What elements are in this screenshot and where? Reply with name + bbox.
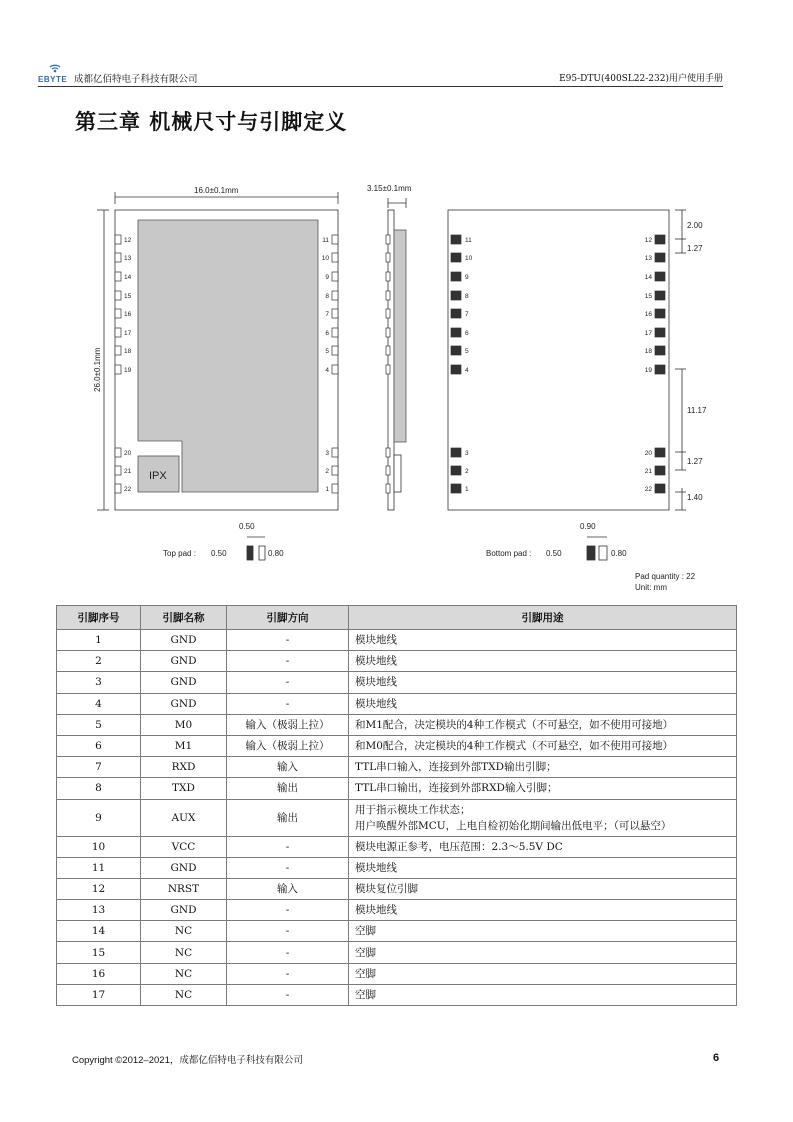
- pin-label-top-right: 4: [325, 367, 329, 374]
- pin-name-cell: VCC: [141, 836, 227, 857]
- pin-label-bottom-left: 9: [465, 274, 469, 281]
- header-pin-direction: 引脚方向: [227, 606, 349, 630]
- table-row: [57, 799, 737, 836]
- pin-direction-cell: -: [227, 921, 349, 942]
- pin-label-top-right: 11: [322, 237, 329, 244]
- top-pad-width: 0.50: [211, 549, 227, 558]
- pad-top-left: [115, 328, 121, 337]
- pad-top-left: [115, 448, 121, 457]
- pin-usage-cell: 模块地线: [349, 672, 737, 693]
- pad-bottom-left: [451, 328, 461, 337]
- pin-direction-cell: -: [227, 900, 349, 921]
- pin-label-top-left: 13: [124, 255, 132, 262]
- pin-label-top-left: 18: [124, 348, 132, 355]
- pin-name-cell: NC: [141, 921, 227, 942]
- height-label: 26.0±0.1mm: [93, 347, 102, 392]
- pin-direction-cell: -: [227, 857, 349, 878]
- mechanical-drawing: [0, 170, 793, 600]
- pin-name-cell: GND: [141, 651, 227, 672]
- pad-bottom-left: [451, 484, 461, 493]
- pin-usage-line: 用于指示模块工作状态；: [355, 803, 471, 816]
- pin-name-cell: GND: [141, 900, 227, 921]
- pin-usage-cell: 和M0配合，决定模块的4种工作模式（不可悬空，如不使用可接地）: [349, 735, 737, 756]
- pin-direction-cell: 输出: [227, 778, 349, 799]
- pad-top-right: [332, 253, 338, 262]
- table-row: [57, 630, 737, 651]
- pad-top-right: [332, 309, 338, 318]
- pin-number-cell: 8: [57, 778, 141, 799]
- pad-side: [386, 291, 390, 300]
- pad-bottom-right: [655, 328, 665, 337]
- pin-number-cell: 1: [57, 630, 141, 651]
- width-label: 16.0±0.1mm: [194, 186, 239, 195]
- pin-name-cell: NRST: [141, 878, 227, 899]
- pin-number-cell: 7: [57, 757, 141, 778]
- pad-top-right: [332, 272, 338, 281]
- pad-bottom-right: [655, 253, 665, 262]
- pin-label-bottom-left: 2: [465, 468, 469, 475]
- pin-label-bottom-right: 12: [644, 237, 652, 244]
- pad-side: [386, 484, 390, 493]
- dim-1-27-top: 1.27: [687, 244, 703, 253]
- pin-label-top-left: 21: [124, 468, 132, 475]
- pin-number-cell: 13: [57, 900, 141, 921]
- pin-number-cell: 17: [57, 984, 141, 1005]
- pad-side: [386, 448, 390, 457]
- pin-direction-cell: -: [227, 630, 349, 651]
- pin-label-bottom-right: 13: [644, 255, 652, 262]
- pin-usage-cell: 空脚: [349, 921, 737, 942]
- pin-direction-cell: 输入: [227, 757, 349, 778]
- pin-label-top-left: 12: [124, 237, 132, 244]
- pin-name-cell: GND: [141, 630, 227, 651]
- thickness-label: 3.15±0.1mm: [367, 184, 412, 193]
- pin-label-top-right: 6: [325, 330, 329, 337]
- pin-usage-cell: 模块地线: [349, 693, 737, 714]
- pad-bottom-right: [655, 291, 665, 300]
- pad-side: [386, 235, 390, 244]
- pin-direction-cell: -: [227, 984, 349, 1005]
- pad-bottom-right: [655, 272, 665, 281]
- pad-side: [386, 365, 390, 374]
- pin-usage-line: 用户唤醒外部MCU，上电自检初始化期间输出低电平；（可以悬空）: [355, 819, 672, 832]
- pad-bottom-right: [655, 235, 665, 244]
- pin-label-bottom-left: 11: [465, 237, 472, 244]
- pad-top-right: [332, 346, 338, 355]
- pad-bottom-right: [655, 484, 665, 493]
- table-row: [57, 963, 737, 984]
- unit-label: Unit: mm: [635, 583, 667, 592]
- pin-label-bottom-right: 18: [644, 348, 652, 355]
- pin-label-top-right: 8: [325, 293, 329, 300]
- pin-name-cell: GND: [141, 693, 227, 714]
- pin-usage-cell: TTL串口输出，连接到外部RXD输入引脚；: [349, 778, 737, 799]
- pin-direction-cell: 输入（极弱上拉）: [227, 714, 349, 735]
- pad-bottom-left: [451, 309, 461, 318]
- pin-name-cell: GND: [141, 857, 227, 878]
- pad-top-left: [115, 346, 121, 355]
- pin-direction-cell: -: [227, 942, 349, 963]
- page-number: 6: [713, 1052, 720, 1064]
- pad-top-left: [115, 484, 121, 493]
- pad-bottom-right: [655, 346, 665, 355]
- pin-label-top-right: 10: [321, 255, 329, 262]
- pin-direction-cell: -: [227, 963, 349, 984]
- table-row: [57, 942, 737, 963]
- pad-top-left: [115, 291, 121, 300]
- pin-label-bottom-right: 17: [644, 330, 652, 337]
- logo-text: EBYTE: [38, 75, 68, 84]
- pin-label-top-right: 1: [325, 486, 329, 493]
- pad-bottom-right: [655, 466, 665, 475]
- pin-direction-cell: 输入（极弱上拉）: [227, 735, 349, 756]
- table-row: [57, 651, 737, 672]
- pin-name-cell: TXD: [141, 778, 227, 799]
- pad-top-left: [115, 272, 121, 281]
- ipx-label: IPX: [149, 470, 167, 482]
- pad-top-left: [115, 309, 121, 318]
- pad-bottom-left: [451, 346, 461, 355]
- pad-top-left: [115, 466, 121, 475]
- pin-usage-cell: 空脚: [349, 984, 737, 1005]
- manual-title: E95-DTU(400SL22-232)用户使用手册: [559, 74, 723, 84]
- pin-label-top-right: 2: [325, 468, 329, 475]
- bottom-pad-label: Bottom pad :: [486, 549, 532, 558]
- header-pin-no: 引脚序号: [57, 606, 141, 630]
- pin-direction-cell: 输入: [227, 878, 349, 899]
- pin-number-cell: 12: [57, 878, 141, 899]
- table-row: [57, 984, 737, 1005]
- table-row: [57, 836, 737, 857]
- pin-usage-cell: 空脚: [349, 963, 737, 984]
- pad-bottom-right: [655, 448, 665, 457]
- pin-number-cell: 14: [57, 921, 141, 942]
- table-row: [57, 714, 737, 735]
- pad-side: [386, 328, 390, 337]
- pin-direction-cell: -: [227, 651, 349, 672]
- pad-bottom-left: [451, 272, 461, 281]
- pad-top-right: [332, 448, 338, 457]
- pin-label-bottom-right: 16: [644, 311, 652, 318]
- pin-usage-cell: 模块电源正参考，电压范围：2.3～5.5V DC: [349, 836, 737, 857]
- chapter-title: 第三章 机械尺寸与引脚定义: [75, 110, 348, 134]
- pad-side: [386, 253, 390, 262]
- header-pin-name: 引脚名称: [141, 606, 227, 630]
- pad-bottom-left: [451, 235, 461, 244]
- pin-label-bottom-left: 8: [465, 293, 469, 300]
- pin-number-cell: 11: [57, 857, 141, 878]
- pin-label-bottom-right: 20: [644, 450, 652, 457]
- pin-label-bottom-left: 4: [465, 367, 469, 374]
- pin-direction-cell: -: [227, 693, 349, 714]
- pin-direction-cell: -: [227, 836, 349, 857]
- pad-top-right: [332, 291, 338, 300]
- pad-bottom-right: [655, 309, 665, 318]
- table-row: [57, 735, 737, 756]
- pin-label-top-right: 7: [325, 311, 329, 318]
- table-row: [57, 778, 737, 799]
- bottom-pad-width: 0.50: [546, 549, 562, 558]
- pad-bottom-left: [451, 291, 461, 300]
- pad-side: [386, 309, 390, 318]
- page-header: [38, 62, 723, 87]
- pad-top-left: [115, 365, 121, 374]
- pad-top-right: [332, 484, 338, 493]
- pin-direction-cell: 输出: [227, 799, 349, 836]
- pin-label-top-right: 5: [325, 348, 329, 355]
- pad-bottom-left: [451, 448, 461, 457]
- pin-direction-cell: -: [227, 672, 349, 693]
- pin-name-cell: RXD: [141, 757, 227, 778]
- pin-label-bottom-right: 15: [644, 293, 652, 300]
- pad-bottom-left: [451, 466, 461, 475]
- pin-name-cell: NC: [141, 942, 227, 963]
- pin-usage-cell: TTL串口输入，连接到外部TXD输出引脚；: [349, 757, 737, 778]
- dim-1-40: 1.40: [687, 493, 703, 502]
- table-row: [57, 693, 737, 714]
- dim-11-17: 11.17: [687, 406, 707, 415]
- pin-name-cell: M0: [141, 714, 227, 735]
- table-row: [57, 672, 737, 693]
- pin-label-top-left: 22: [124, 486, 132, 493]
- pin-usage-cell: 模块地线: [349, 651, 737, 672]
- pin-label-bottom-right: 19: [644, 367, 652, 374]
- table-header-row: [57, 606, 737, 630]
- table-row: [57, 921, 737, 942]
- pad-top-right: [332, 235, 338, 244]
- pin-usage-cell: [349, 799, 737, 836]
- top-pad-height: 0.80: [268, 549, 284, 558]
- pad-side: [386, 346, 390, 355]
- pin-number-cell: 15: [57, 942, 141, 963]
- pad-top-right: [332, 328, 338, 337]
- table-row: [57, 900, 737, 921]
- pin-label-bottom-right: 22: [644, 486, 652, 493]
- pin-label-top-left: 17: [124, 330, 132, 337]
- pad-quantity: Pad quantity : 22: [635, 572, 696, 581]
- pin-label-bottom-left: 1: [465, 486, 469, 493]
- pin-usage-cell: 空脚: [349, 942, 737, 963]
- pin-name-cell: NC: [141, 984, 227, 1005]
- table-row: [57, 878, 737, 899]
- pin-number-cell: 4: [57, 693, 141, 714]
- pin-label-top-left: 20: [124, 450, 132, 457]
- header-pin-usage: 引脚用途: [349, 606, 737, 630]
- bottom-pad-height: 0.80: [611, 549, 627, 558]
- pad-top-right: [332, 365, 338, 374]
- dim-1-27-bottom: 1.27: [687, 457, 703, 466]
- footer-copyright: Copyright ©2012–2021，成都亿佰特电子科技有限公司: [72, 1055, 303, 1066]
- pin-number-cell: 16: [57, 963, 141, 984]
- pad-bottom-left: [451, 365, 461, 374]
- pad-top-left: [115, 253, 121, 262]
- pin-label-bottom-left: 10: [465, 255, 473, 262]
- pad-top-right: [332, 466, 338, 475]
- pin-name-cell: AUX: [141, 799, 227, 836]
- pin-definition-table: [56, 605, 737, 1006]
- dim-2-00: 2.00: [687, 221, 703, 230]
- table-row: [57, 757, 737, 778]
- table-row: [57, 857, 737, 878]
- pin-label-top-left: 19: [124, 367, 132, 374]
- pin-number-cell: 6: [57, 735, 141, 756]
- top-pad-label: Top pad :: [163, 549, 196, 558]
- pin-name-cell: NC: [141, 963, 227, 984]
- pin-label-top-left: 15: [124, 293, 132, 300]
- top-pad-gap: 0.50: [239, 522, 255, 531]
- pin-label-bottom-left: 3: [465, 450, 469, 457]
- pin-name-cell: GND: [141, 672, 227, 693]
- pin-number-cell: 3: [57, 672, 141, 693]
- pin-usage-cell: 模块地线: [349, 857, 737, 878]
- bottom-pad-gap: 0.90: [580, 522, 596, 531]
- pin-label-bottom-left: 6: [465, 330, 469, 337]
- pin-label-bottom-left: 7: [465, 311, 469, 318]
- pad-side: [386, 272, 390, 281]
- pin-label-top-right: 3: [325, 450, 329, 457]
- pad-side: [386, 466, 390, 475]
- pin-number-cell: 10: [57, 836, 141, 857]
- pad-bottom-right: [655, 365, 665, 374]
- pin-number-cell: 2: [57, 651, 141, 672]
- pin-number-cell: 9: [57, 799, 141, 836]
- pin-usage-cell: 模块复位引脚: [349, 878, 737, 899]
- pad-bottom-left: [451, 253, 461, 262]
- pin-label-top-left: 16: [124, 311, 132, 318]
- pin-label-top-left: 14: [124, 274, 132, 281]
- pad-top-left: [115, 235, 121, 244]
- pin-usage-cell: 和M1配合，决定模块的4种工作模式（不可悬空，如不使用可接地）: [349, 714, 737, 735]
- pin-name-cell: M1: [141, 735, 227, 756]
- company-name: 成都亿佰特电子科技有限公司: [74, 74, 198, 85]
- pin-usage-cell: 模块地线: [349, 630, 737, 651]
- pin-label-bottom-right: 21: [644, 468, 652, 475]
- pin-usage-cell: 模块地线: [349, 900, 737, 921]
- pin-label-top-right: 9: [325, 274, 329, 281]
- pin-number-cell: 5: [57, 714, 141, 735]
- pin-label-bottom-right: 14: [644, 274, 652, 281]
- pin-label-bottom-left: 5: [465, 348, 469, 355]
